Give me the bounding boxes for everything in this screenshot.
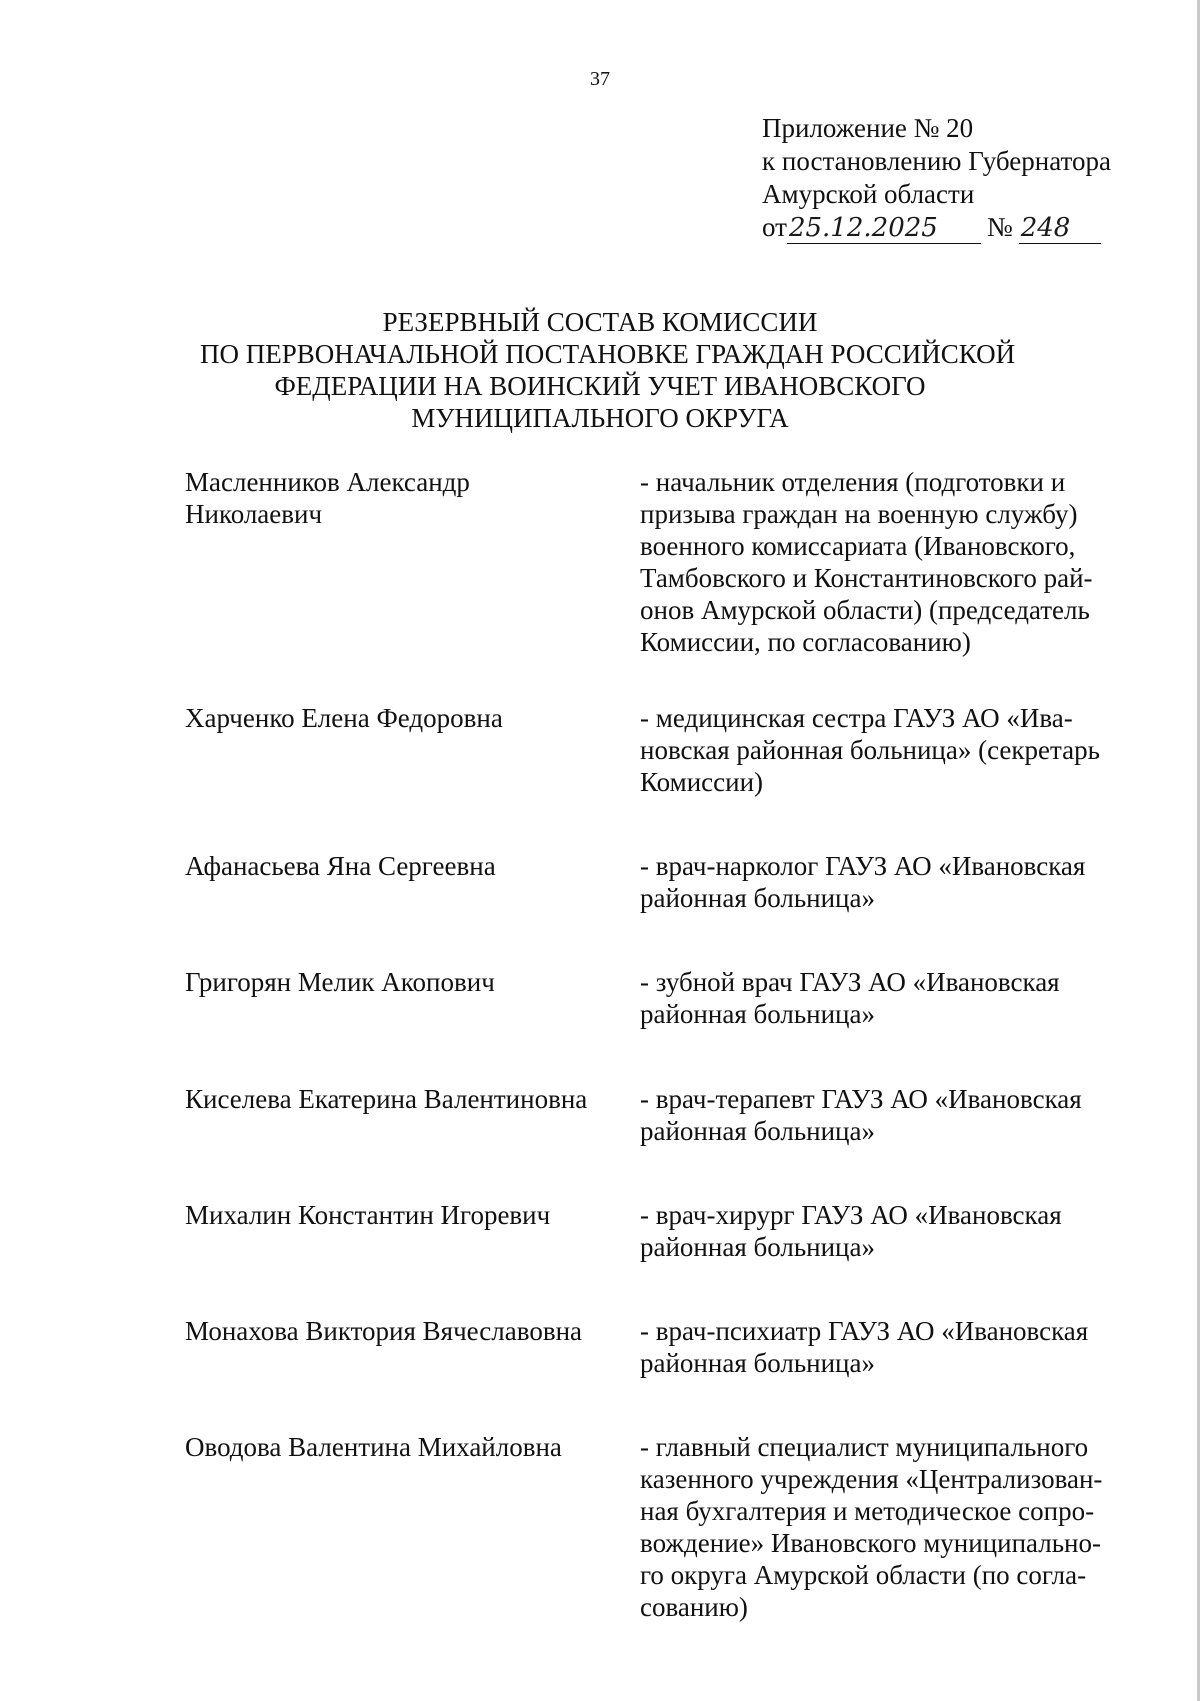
member-role-line: районная больница» [640, 1116, 875, 1146]
member-entry [185, 1315, 1135, 1379]
member-name-line: Монахова Виктория Вячеславовна [185, 1316, 582, 1346]
member-name-line: Оводова Валентина Михайловна [185, 1432, 562, 1462]
member-role-line: - главный специалист муниципального [640, 1432, 1089, 1462]
member-name-line: Киселева Екатерина Валентиновна [185, 1084, 588, 1114]
member-role-line: военного комиссариата (Ивановского, [640, 531, 1076, 561]
from-label: от [762, 212, 787, 242]
member-entry [185, 466, 1135, 658]
member-role-line: - врач-нарколог ГАУЗ АО «Ивановская [640, 851, 1086, 881]
member-entry [185, 1083, 1135, 1147]
member-role [640, 1083, 1128, 1147]
member-role-line: районная больница» [640, 1348, 875, 1378]
member-name [185, 850, 640, 882]
member-name [185, 1199, 640, 1231]
member-role [640, 1315, 1128, 1379]
document-title [200, 306, 1016, 434]
member-name-line: Григорян Мелик Акопович [185, 967, 495, 997]
member-role-line: - зубной врач ГАУЗ АО «Ивановская [640, 967, 1060, 997]
title-line-4: МУНИЦИПАЛЬНОГО ОКРУГА [411, 403, 789, 433]
member-role [640, 466, 1128, 658]
members-list [185, 466, 1135, 1623]
member-name [185, 466, 640, 530]
appendix-date-number-line [762, 211, 1162, 244]
number-label: № [986, 212, 1013, 242]
member-role-line: - врач-терапевт ГАУЗ АО «Ивановская [640, 1084, 1082, 1114]
appendix-line-2: к постановлению Губернатора [762, 146, 1111, 176]
member-name [185, 966, 640, 998]
member-name [185, 702, 640, 734]
member-role-line: Тамбовского и Константиновского рай- [640, 563, 1093, 593]
member-role-line: районная больница» [640, 1232, 875, 1262]
title-line-2: ПО ПЕРВОНАЧАЛЬНОЙ ПОСТАНОВКЕ ГРАЖДАН РОССИЙСКОЙ [200, 339, 1016, 369]
appendix-header [762, 112, 1162, 244]
member-role-line: ная бухгалтерия и методическое сопро- [640, 1496, 1095, 1526]
member-role [640, 966, 1128, 1030]
member-name [185, 1431, 640, 1463]
member-name-line: Харченко Елена Федоровна [185, 703, 503, 733]
member-role-line: го округа Амурской области (по согла- [640, 1560, 1087, 1590]
member-role-line: сованию) [640, 1592, 748, 1622]
member-role [640, 1199, 1128, 1263]
member-role-line: Комиссии) [640, 767, 764, 797]
title-line-3: ФЕДЕРАЦИИ НА ВОИНСКИЙ УЧЕТ ИВАНОВСКОГО [274, 371, 926, 401]
appendix-line-3: Амурской области [762, 179, 975, 209]
member-entry [185, 1431, 1135, 1623]
member-role [640, 850, 1128, 914]
member-role-line: районная больница» [640, 883, 875, 913]
member-name [185, 1315, 640, 1347]
member-role-line: Комиссии, по согласованию) [640, 627, 971, 657]
member-entry [185, 702, 1135, 798]
member-role-line: - врач-психиатр ГАУЗ АО «Ивановская [640, 1316, 1089, 1346]
handwritten-number: 248 [1019, 213, 1101, 244]
member-role-line: онов Амурской области) (председатель [640, 595, 1090, 625]
member-name-line: Масленников Александр [185, 467, 470, 497]
page-number: 37 [590, 68, 610, 90]
member-name-line: Николаевич [185, 499, 323, 529]
member-role [640, 1431, 1128, 1623]
member-entry [185, 1199, 1135, 1263]
handwritten-date: 25.12.2025 [787, 213, 981, 244]
member-name-line: Афанасьева Яна Сергеевна [185, 851, 496, 881]
member-role [640, 702, 1128, 798]
member-role-line: - врач-хирург ГАУЗ АО «Ивановская [640, 1200, 1062, 1230]
appendix-line-1: Приложение № 20 [762, 113, 974, 143]
member-entry [185, 850, 1135, 914]
member-name [185, 1083, 640, 1115]
member-role-line: районная больница» [640, 999, 875, 1029]
member-entry [185, 966, 1135, 1030]
member-role-line: - начальник отделения (подготовки и [640, 467, 1066, 497]
member-role-line: новская районная больница» (секретарь [640, 735, 1100, 765]
member-role-line: - медицинская сестра ГАУЗ АО «Ива- [640, 703, 1073, 733]
member-role-line: призыва граждан на военную службу) [640, 499, 1078, 529]
title-line-1: РЕЗЕРВНЫЙ СОСТАВ КОМИССИИ [382, 307, 818, 337]
member-role-line: вождение» Ивановского муниципально- [640, 1528, 1101, 1558]
member-name-line: Михалин Константин Игоревич [185, 1200, 551, 1230]
member-role-line: казенного учреждения «Централизован- [640, 1464, 1103, 1494]
